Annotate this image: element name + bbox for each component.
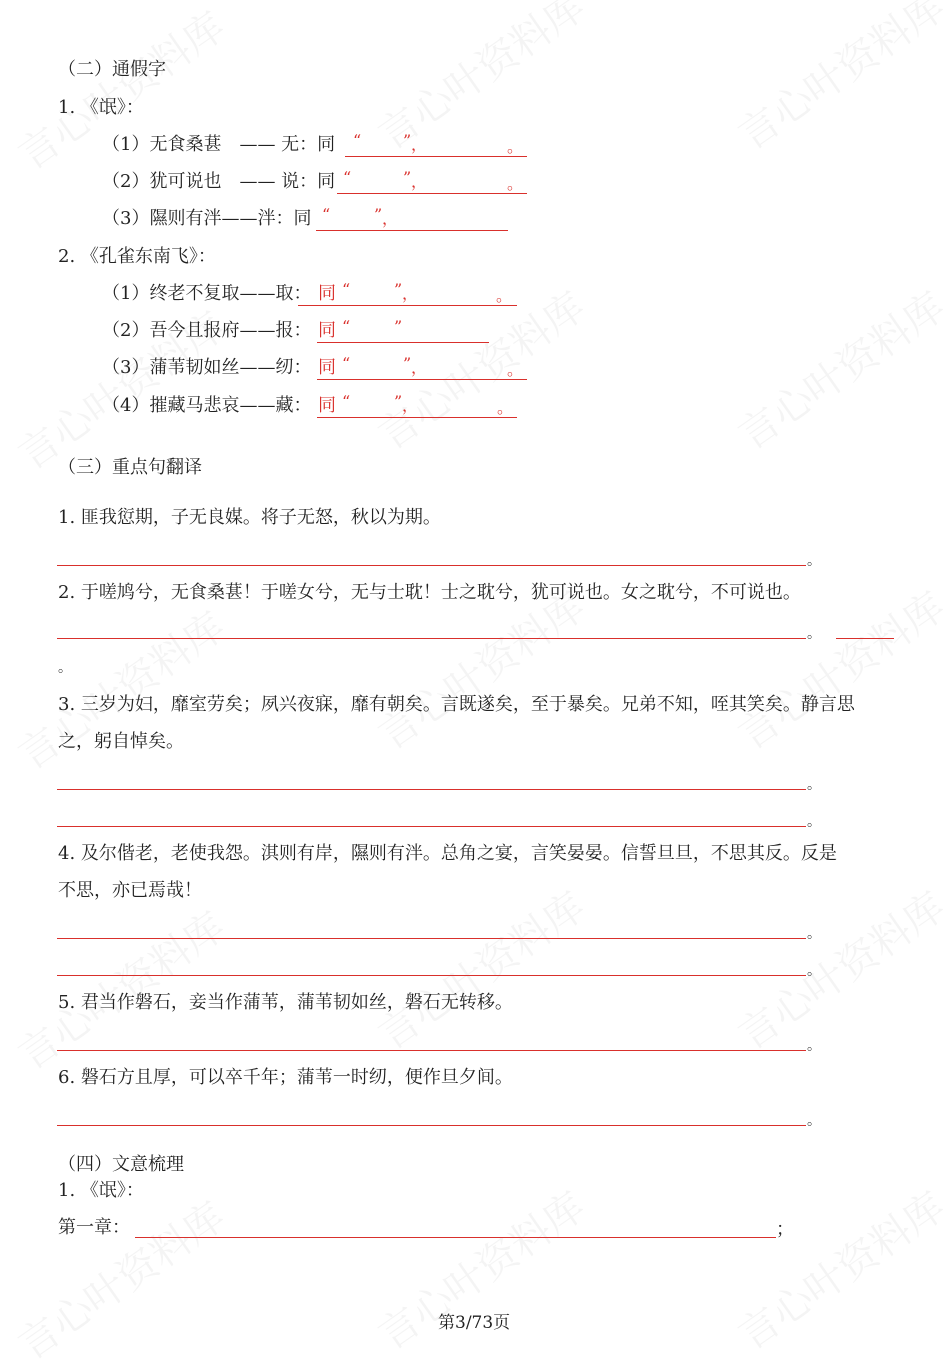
sentence: 之，躬自悼矣。 (58, 731, 184, 752)
period: 。 (807, 814, 821, 830)
watermark (725, 0, 952, 161)
answer-line[interactable] (57, 916, 806, 939)
quote-close: ” (394, 280, 403, 299)
answer-blank[interactable] (298, 280, 517, 306)
answer-line[interactable] (57, 804, 806, 827)
quote-open: “ (342, 354, 351, 373)
comma: ， (411, 135, 428, 154)
quote-close: ” (403, 354, 412, 373)
quote-open: “ (342, 280, 351, 299)
semicolon: ； (776, 1219, 794, 1240)
watermark (5, 1186, 234, 1370)
quote-close: ” (403, 168, 412, 187)
period: 。 (807, 553, 821, 569)
question-item: （3）蒲苇韧如丝——纫： (102, 357, 312, 378)
period: 。 (807, 926, 821, 942)
question-item: （4）摧藏马悲哀——藏： (102, 395, 312, 416)
chapter-label: 第一章： (58, 1217, 130, 1238)
answer-blank[interactable] (317, 317, 489, 343)
period: 。 (507, 360, 524, 379)
quote-open: “ (343, 168, 352, 187)
period: 。 (807, 1038, 821, 1054)
comma: ， (402, 396, 419, 415)
answer-line[interactable] (57, 767, 806, 790)
answer-blank[interactable] (317, 392, 517, 418)
answer-line[interactable] (57, 616, 806, 639)
answer-blank[interactable] (345, 131, 527, 157)
question-item: （3）隰则有泮——泮：同 (102, 208, 312, 229)
quote-close: ” (394, 317, 403, 336)
section-heading: （四）文意梳理 (58, 1154, 184, 1175)
quote-close: ” (403, 131, 412, 150)
period: 。 (507, 137, 524, 156)
answer-blank[interactable] (316, 205, 508, 231)
group-title: 1. 《氓》： (58, 97, 144, 118)
question-item: （2）吾今且报府——报： (102, 320, 312, 341)
quote-open: “ (353, 131, 362, 150)
tong-label: 同 (318, 320, 336, 341)
question-item: （2）犹可说也 —— 说：同 (102, 171, 336, 192)
quote-open: “ (342, 317, 351, 336)
answer-line[interactable] (57, 1103, 806, 1126)
group-title: 1. 《氓》： (58, 1180, 144, 1201)
sentence: 4. 及尔偕老，老使我怨。淇则有岸，隰则有泮。总角之宴，言笑晏晏。信誓旦旦，不思其反。反是 (58, 843, 837, 864)
period: 。 (807, 963, 821, 979)
section-heading: （三）重点句翻译 (58, 457, 202, 478)
period: 。 (497, 398, 514, 417)
page-number: 第3/73页 (438, 1313, 511, 1333)
quote-open: “ (342, 392, 351, 411)
answer-blank[interactable] (317, 354, 527, 380)
question-item: （1）无食桑葚 —— 无：同 (102, 134, 336, 155)
question-item: （1）终老不复取——取： (102, 283, 312, 304)
answer-line[interactable] (57, 1028, 806, 1051)
quote-close: ” (394, 392, 403, 411)
comma: ， (402, 284, 419, 303)
period: 。 (807, 777, 821, 793)
sentence: 5. 君当作磐石，妾当作蒲苇，蒲苇韧如丝，磐石无转移。 (58, 992, 513, 1013)
answer-line[interactable] (57, 953, 806, 976)
watermark (725, 276, 952, 460)
tong-label: 同 (318, 395, 336, 416)
comma: ， (411, 172, 428, 191)
period: 。 (58, 660, 72, 676)
watermark (725, 1176, 952, 1360)
period: 。 (807, 626, 821, 642)
period: 。 (496, 286, 513, 305)
answer-line[interactable] (57, 543, 806, 566)
sentence: 不思，亦已焉哉！ (58, 880, 202, 901)
section-heading: （二）通假字 (58, 59, 166, 80)
period: 。 (507, 174, 524, 193)
answer-line[interactable] (836, 616, 894, 639)
sentence: 2. 于嗟鸠兮，无食桑葚！于嗟女兮，无与士耽！士之耽兮，犹可说也。女之耽兮，不可说也。 (58, 582, 801, 603)
quote-open: “ (322, 205, 331, 224)
tong-label: 同 (318, 357, 336, 378)
sentence: 6. 磐石方且厚，可以卒千年；蒲苇一时纫，便作旦夕间。 (58, 1067, 513, 1088)
comma: ， (411, 358, 428, 377)
tong-label: 同 (318, 283, 336, 304)
quote-close: ” (374, 205, 383, 224)
sentence: 1. 匪我愆期，子无良媒。将子无怒，秋以为期。 (58, 507, 441, 528)
period: 。 (807, 1113, 821, 1129)
comma: ， (382, 209, 399, 228)
group-title: 2. 《孔雀东南飞》： (58, 246, 216, 267)
sentence: 3. 三岁为妇，靡室劳矣；夙兴夜寐，靡有朝矣。言既遂矣，至于暴矣。兄弟不知，咥其笑矣。静言思 (58, 694, 855, 715)
answer-blank[interactable] (337, 168, 527, 194)
answer-line[interactable] (135, 1215, 776, 1238)
